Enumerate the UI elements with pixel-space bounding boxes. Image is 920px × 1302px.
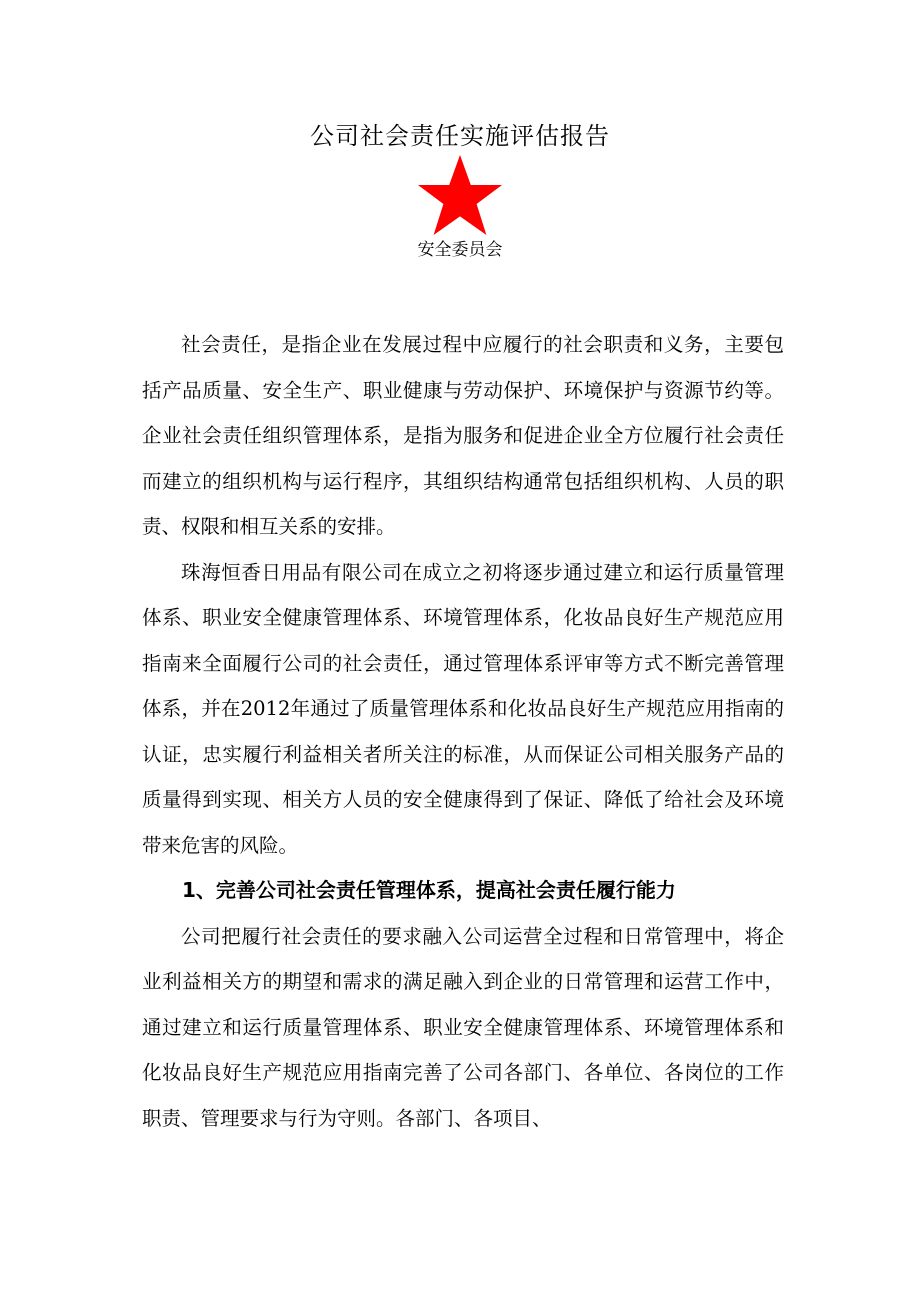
section-1-heading: 1、完善公司社会责任管理体系，提高社会责任履行能力 bbox=[182, 878, 676, 902]
paragraph-1: 社会责任，是指企业在发展过程中应履行的社会职责和义务，主要包括产品质量、安全生产、职业健康与劳动保护、环境保护与资源节约等。企业社会责任组织管理体系，是指为服务和促进企业全方位履行社会责任而建立的组织机构与运行程序，其组织结构通常包括组织机构、人员的职责、权限和相互关系的安排。 bbox=[142, 333, 784, 538]
document-body bbox=[142, 322, 784, 1141]
issuer-name: 安全委员会 bbox=[417, 240, 503, 260]
section-1-paragraph: 公司把履行社会责任的要求融入公司运营全过程和日常管理中，将企业利益相关方的期望和需求的满足融入到企业的日常管理和运营工作中，通过建立和运行质量管理体系、职业安全健康管理体系、环境管理体系和化妆品良好生产规范应用指南完善了公司各部门、各单位、各岗位的工作职责、管理要求与行为守则。各部门、各项目、 bbox=[142, 924, 784, 1130]
document-title: 公司社会责任实施评估报告 bbox=[310, 122, 610, 150]
paragraph-2: 珠海恒香日用品有限公司在成立之初将逐步通过建立和运行质量管理体系、职业安全健康管理体系、环境管理体系，化妆品良好生产规范应用指南来全面履行公司的社会责任，通过管理体系评审等方式不断完善管理体系，并在2012年通过了质量管理体系和化妆品良好生产规范应用指南的认证，忠实履行利益相关者所关注的标准，从而保证公司相关服务产品的质量得到实现、相关方人员的安全健康得到了保证、降低了给社会及环境带来危害的风险。 bbox=[142, 560, 784, 857]
red-star-icon bbox=[414, 155, 506, 239]
